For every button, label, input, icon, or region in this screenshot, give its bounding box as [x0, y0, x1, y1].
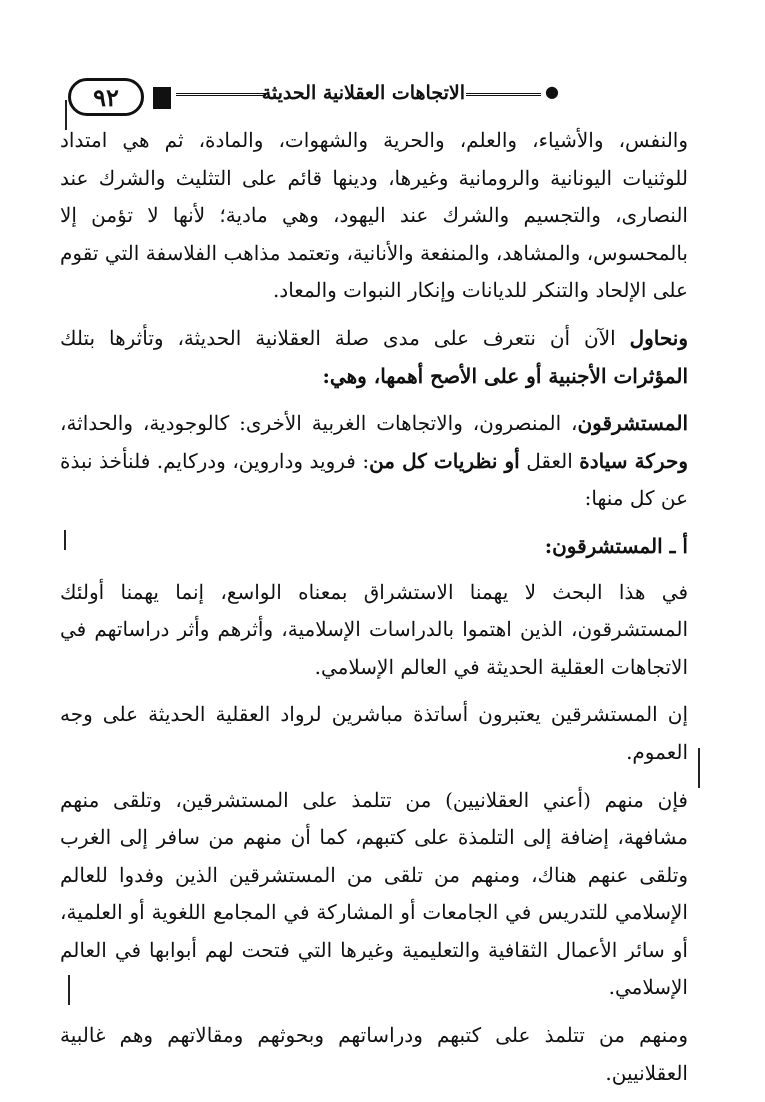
body-text [60, 122, 688, 1102]
paragraph-3 [60, 405, 688, 518]
paragraph-text: الآن أن نتعرف على مدى صلة العقلانية الحديثة، وتأثرها بتلك [60, 325, 630, 350]
header-rule-right [466, 93, 541, 96]
bold-phrase: المؤثرات الأجنبية أو على الأصح أهمها، وهي: [322, 363, 688, 388]
paragraph-text: ومنهم من تتلمذ على كتبهم ودراساتهم وبحوثهم ومقالاتهم وهم غالبية العقلانيين. [60, 1023, 689, 1085]
paragraph-2 [60, 320, 688, 395]
paragraph-6 [60, 782, 688, 1008]
paragraph-5 [60, 696, 688, 771]
margin-mark [698, 748, 700, 788]
paragraph-text: إن المستشرقين يعتبرون أساتذة مباشرين لرواد العقلية الحديثة على وجه العموم. [60, 702, 688, 764]
section-heading: أ ـ المستشرقون: [544, 533, 688, 558]
header-rule-left [176, 93, 266, 96]
bold-term: أو نظريات كل من [369, 448, 520, 473]
paragraph-1 [60, 122, 688, 310]
bold-lead: ونحاول [629, 325, 688, 350]
bold-term: وحركة سيادة [579, 448, 688, 473]
page-number: ٩٢ [68, 78, 144, 116]
paragraph-text: العقل [519, 448, 580, 473]
paragraph-7 [60, 1017, 688, 1092]
running-header-title: الاتجاهات العقلانية الحديثة [261, 82, 465, 104]
paragraph-text: والنفس، والأشياء، والعلم، والحرية والشهوات، والمادة، ثم هي امتداد للوثنيات اليونانية والرومانية وغيرها، ودينها قائم على التثليث والشرك عند النصارى، والتجسيم والشرك عند اليهود، وهي مادية؛ لأنها لا تؤمن إلا بالمحسوس، والمشاهد، والمنفعة والأنانية، وتعتمد مذاهب الفلاسفة التي تقوم على الإلحاد والتنكر للديانات وإنكار النبوات والمعاد. [60, 128, 688, 303]
page-header [58, 78, 698, 118]
header-bar-ornament [153, 87, 171, 109]
header-dot-icon: ● [545, 82, 559, 101]
paragraph-text: ، المنصرون، والاتجاهات الغربية الأخرى: كالوجودية، والحداثة، [60, 411, 578, 436]
paragraph-text: فإن منهم (أعني العقلانيين) من تتلمذ على المستشرقين، وتلقى منهم مشافهة، إضافة إلى التلمذة على كتبهم، كما أن منهم من سافر إلى الغرب وتلقى عنهم هناك، ومنهم من تلقى من المستشرقين الذين وفدوا للعالم الإسلامي للتدريس في الجامعات أو المشاركة في المجامع اللغوية أو العلمية، أو سائر الأعمال الثقافية والتعليمية وغيرها التي فتحت لهم أبوابها في العالم الإسلامي. [60, 787, 688, 1000]
bold-term: المستشرقون [577, 411, 688, 436]
paragraph-4 [60, 574, 688, 687]
paragraph-text: في هذا البحث لا يهمنا الاستشراق بمعناه الواسع، إنما يهمنا أولئك المستشرقون، الذين اهتموا بالدراسات الإسلامية، وأثرهم وأثر دراساتهم في الاتجاهات العقلية الحديثة في العالم الإسلامي. [60, 579, 688, 679]
paragraph-text: : فرويد وداروين، ودركايم. فلنأخذ نبذة عن كل منها: [60, 448, 688, 511]
